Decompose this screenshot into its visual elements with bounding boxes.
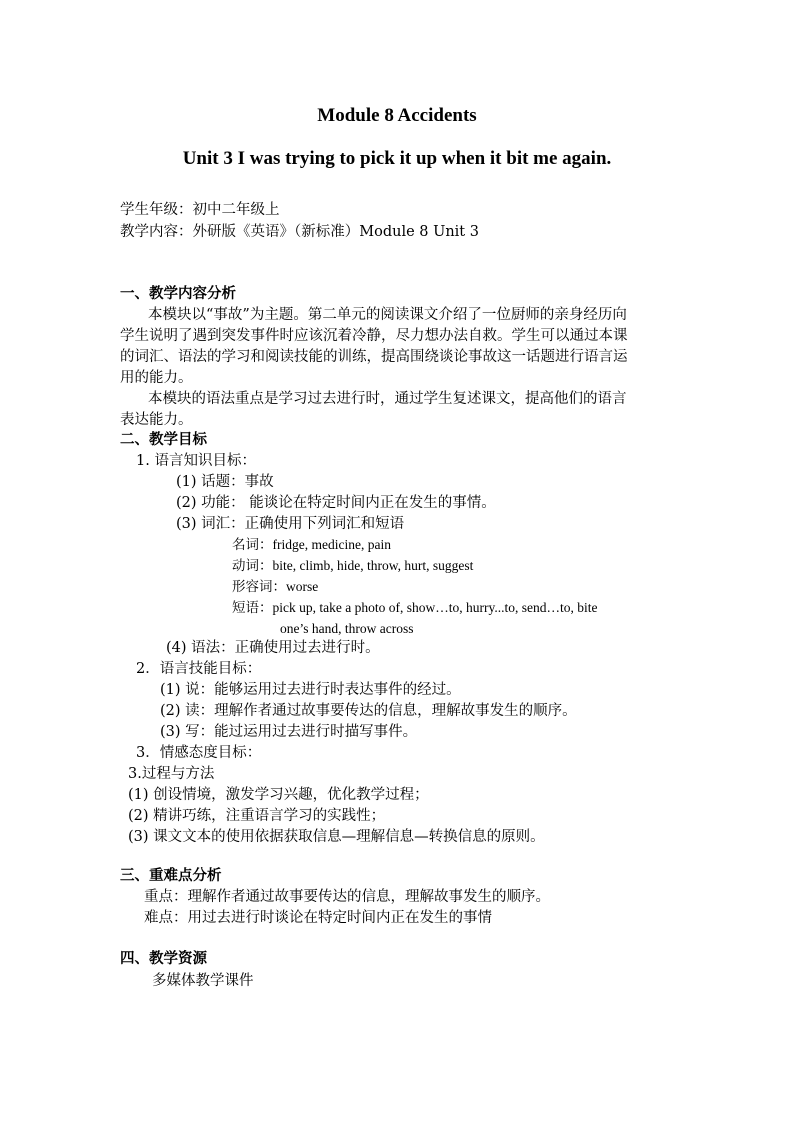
section-3-heading: 三、重难点分析 [120, 867, 222, 884]
goal-topic: (1) 话题：事故 [176, 474, 274, 490]
vocab-adjectives: 形容词：worse [232, 579, 319, 594]
s1-p1-line: 用的能力。 [120, 370, 193, 386]
skill-reading: (2) 读：理解作者通过故事要传达的信息，理解故事发生的顺序。 [160, 703, 577, 719]
process-item: (2) 精讲巧练，注重语言学习的实践性； [128, 808, 386, 824]
goal-grammar: (4) 语法：正确使用过去进行时。 [166, 640, 380, 656]
process-item: (3) 课文文本的使用依据获取信息—理解信息—转换信息的原则。 [128, 829, 545, 845]
s1-p1-line: 的词汇、语法的学习和阅读技能的训练，提高围绕谈论事故这一话题进行语言运 [120, 349, 628, 365]
vocab-phrases-cont: one’s hand, throw across [280, 621, 414, 636]
skill-speaking: (1) 说：能够运用过去进行时表达事件的经过。 [160, 682, 461, 698]
goal-vocabulary: (3) 词汇：正确使用下列词汇和短语 [176, 516, 405, 532]
s1-p1-line: 学生说明了遇到突发事件时应该沉着冷静，尽力想办法自救。学生可以通过本课 [120, 328, 628, 344]
meta-content: 教学内容：外研版《英语》（新标准）Module 8 Unit 3 [120, 224, 479, 240]
resource-item: 多媒体教学课件 [152, 973, 254, 989]
process-method: 3.过程与方法 [128, 766, 215, 782]
goal-function: (2) 功能： 能谈论在特定时间内正在发生的事情。 [176, 495, 496, 511]
section-2-heading: 二、教学目标 [120, 431, 207, 448]
vocab-phrases: 短语：pick up, take a photo of, show…to, hurry...to, send…to, bite [232, 600, 598, 615]
process-item: (1) 创设情境，激发学习兴趣，优化教学过程； [128, 787, 429, 803]
meta-grade: 学生年级：初中二年级上 [120, 202, 280, 218]
s1-p2-line: 本模块的语法重点是学习过去进行时，通过学生复述课文，提高他们的语言 [148, 391, 627, 407]
section-1-heading: 一、教学内容分析 [120, 285, 236, 302]
attitude-goal: 3．情感态度目标： [136, 745, 262, 761]
knowledge-goal: 1. 语言知识目标： [136, 453, 256, 469]
s1-p2-line: 表达能力。 [120, 412, 193, 428]
document-subtitle: Unit 3 I was trying to pick it up when it bit me again. [182, 148, 612, 169]
s1-p1-line: 本模块以“事故”为主题。第二单元的阅读课文介绍了一位厨师的亲身经历向 [148, 307, 627, 323]
vocab-nouns: 名词：fridge, medicine, pain [232, 537, 391, 552]
document-title: Module 8 Accidents [317, 105, 477, 126]
vocab-verbs: 动词：bite, climb, hide, throw, hurt, suggest [232, 558, 474, 573]
difficult-point: 难点：用过去进行时谈论在特定时间内正在发生的事情 [144, 910, 492, 926]
section-4-heading: 四、教学资源 [120, 950, 207, 967]
skill-writing: (3) 写：能过运用过去进行时描写事件。 [160, 724, 418, 740]
skills-goal: 2．语言技能目标： [136, 661, 262, 677]
key-point: 重点：理解作者通过故事要传达的信息，理解故事发生的顺序。 [144, 889, 550, 905]
